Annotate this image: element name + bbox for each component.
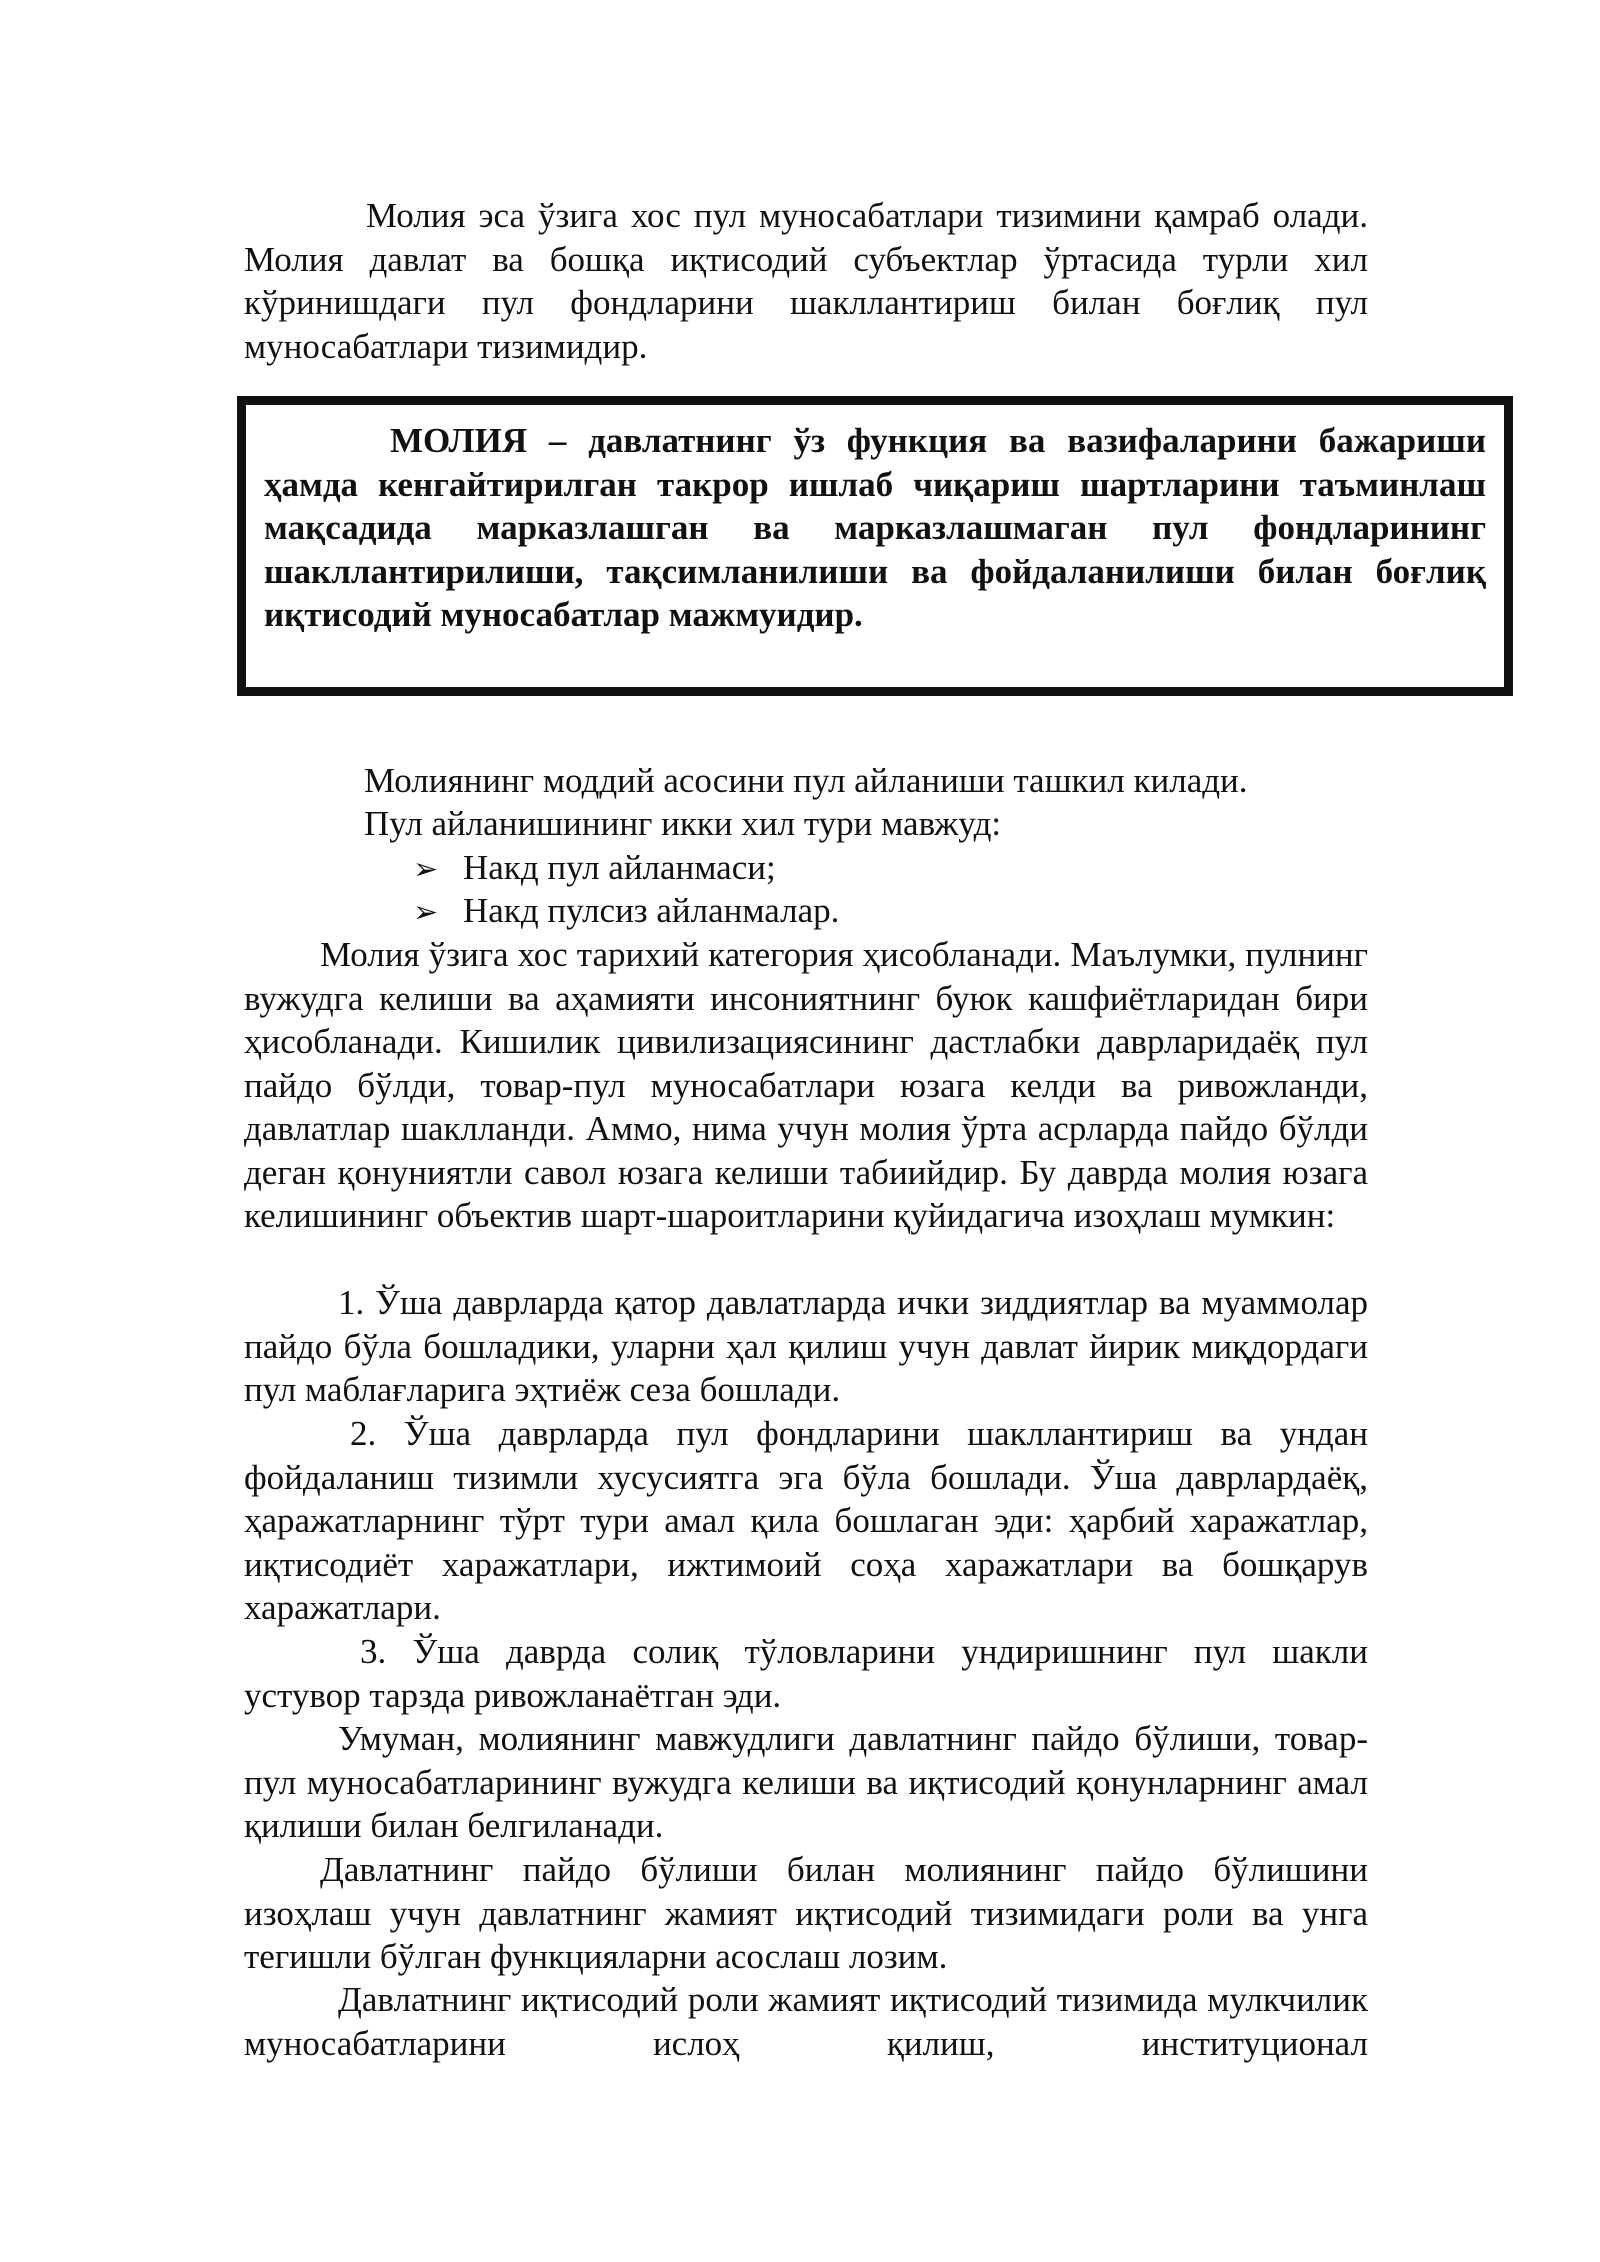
- paragraph-intro: Молия эса ўзига хос пул муносабатлари тизимини қамраб олади. Молия давлат ва бошқа иқтисодий субъектлар ўртасида турли хил кўринишдаги пул фондларини шакллантириш билан боғлиқ пул муносабатлари тизимидир.: [244, 196, 1368, 366]
- paragraph-state-emergence: Давлатнинг пайдо бўлиши билан молиянинг пайдо бўлишини изоҳлаш учун давлатнинг жамият иқтисодий тизимидаги роли ва унга тегишли бўлган функцияларни асослаш лозим.: [244, 1850, 1368, 1976]
- paragraph-history: Молия ўзига хос тарихий категория ҳисобланади. Маълумки, пулнинг вужудга келиши ва аҳамияти инсониятнинг буюк кашфиётларидан бири ҳисобланади. Кишилик цивилизациясининг дастлабки даврларидаёқ пул пайдо бўлди, товар-пул муносабатлари юзага келди ва ривожланди, давлатлар шаклланди. Аммо, нима учун молия ўрта асрларда пайдо бўлди деган қонуниятли савол юзага келиши табиийдир. Бу даврда молия юзага келишининг объектив шарт-шароитларини қуйидагича изоҳлаш мумкин:: [244, 935, 1368, 1235]
- paragraph-economic-role: Давлатнинг иқтисодий роли жамият иқтисодий тизимида мулкчилик муносабатларини ислоҳ қилиш, институционал: [244, 1980, 1368, 2063]
- list-item-text: Накд пулсиз айланмалар.: [463, 891, 840, 930]
- definition-text: [264, 419, 1486, 637]
- definition-body: – давлатнинг ўз функция ва вазифаларини бажариши ҳамда кенгайтирилган такрор ишлаб чиқариш шартларини таъминлаш мақсадида марказлашган ва марказлашмаган пул фондларининг шакллантирилиши, тақсимланилиши ва фойдаланилиши билан боғлиқ иқтисодий муносабатлар мажмуидир.: [264, 421, 1486, 634]
- line-material-basis: Молиянинг моддий асосини пул айланиши ташкил килади.: [364, 761, 1248, 800]
- paragraph-generally: Умуман, молиянинг мавжудлиги давлатнинг пайдо бўлиши, товар-пул муносабатларининг вужудга келиши ва иқтисодий қонунларнинг амал қилиши билан белгиланади.: [244, 1719, 1368, 1845]
- definition-box: [237, 396, 1513, 696]
- list-item: [413, 846, 776, 892]
- arrow-bullet-icon: ➢: [413, 895, 439, 930]
- arrow-bullet-icon: ➢: [413, 852, 439, 887]
- line-two-types: Пул айланишининг икки хил тури мавжуд:: [364, 804, 1002, 843]
- definition-term: МОЛИЯ: [390, 421, 528, 460]
- list-item-text: Накд пул айланмаси;: [463, 848, 776, 887]
- numbered-item-1: 1. Ўша даврларда қатор давлатларда ички зиддиятлар ва муаммолар пайдо бўла бошладики, уларни ҳал қилиш учун давлат йирик миқдордаги пул маблағларига эҳтиёж сеза бошлади.: [244, 1283, 1368, 1409]
- numbered-item-3: 3. Ўша даврда солиқ тўловларини ундиришнинг пул шакли устувор тарзда ривожланаётган эди.: [244, 1632, 1368, 1715]
- list-item: [413, 889, 839, 935]
- numbered-item-2: 2. Ўша даврларда пул фондларини шакллантириш ва ундан фойдаланиш тизимли хусусиятга эга бўла бошлади. Ўша даврлардаёқ, ҳаражатларнинг тўрт тури амал қила бошлаган эди: ҳарбий харажатлар, иқтисодиёт харажатлари, ижтимоий соҳа харажатлари ва бошқарув харажатлари.: [244, 1414, 1368, 1627]
